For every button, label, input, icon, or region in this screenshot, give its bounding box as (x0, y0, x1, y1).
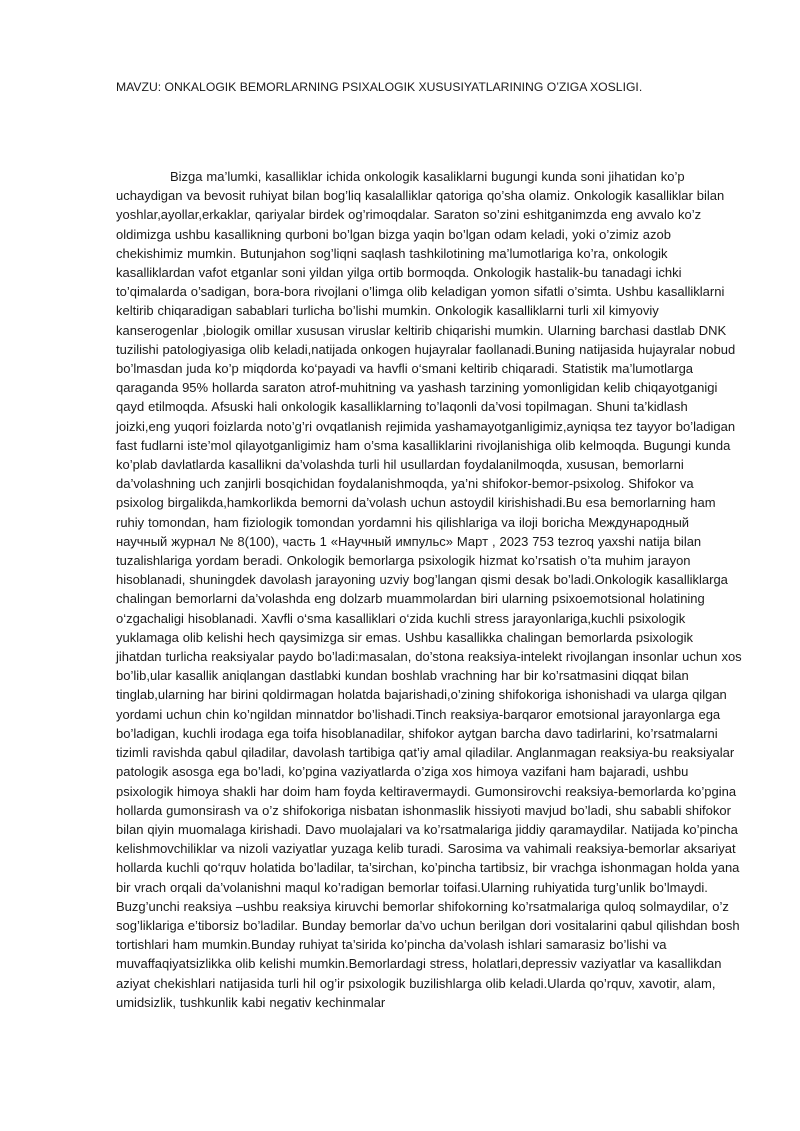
body-paragraph: Bizga ma’lumki, kasalliklar ichida onkologik kasaliklarni bugungi kunda soni jihatidan ko’p uchaydigan va bevosit ruhiyat bilan bog’liq kasalalliklar qatoriga qo’sha olamiz. Onkologik kasalliklar bilan yoshlar,ayollar,erkaklar, qariyalar birdek og’rimoqdalar. Saraton so’zini eshitganimzda eng avvalo ko’z oldimizga ushbu kasallikning qurboni bo’lgan bizga yaqin bo’lgan odam keladi, yoki o’zimiz azob chekishimiz mumkin. Butunjahon sog’liqni saqlash tashkilotining ma’lumotlariga ko’ra, onkologik kasalliklardan vafot etganlar soni yildan yilga ortib bormoqda. Onkologik hastalik-bu tanadagi ichki to’qimalarda o’sadigan, bora-bora rivojlani o’limga olib keladigan yomon sifatli o’simta. Ushbu kasalliklarni keltirib chiqaradigan sabablari turlicha bo’lishi mumkin. Onkologik kasalliklarni turli xil kimyoviy kanserogenlar ,biologik omillar xususan viruslar keltirib chiqarishi mumkin. Ularning barchasi dastlab DNK tuzilishi patologiyasiga olib keladi,natijada onkogen hujayralar faollanadi.Buning natijasida hujayralar nobud bo’lmasdan juda ko’p miqdorda ko‘payadi va havfli o‘smani keltirib chiqaradi. Statistik ma’lumotlarga qaraganda 95% hollarda saraton atrof-muhitning va yashash tarzining yomonligidan kelib chiqayotganigi qayd etilmoqda. Afsuski hali onkologik kasalliklarning to’laqonli da’vosi topilmagan. Shuni ta’kidlash joizki,eng yuqori foizlarda noto’g’ri ovqatlanish rejimida yashamayotganligimiz,ayniqsa tez tayyor bo’ladigan fast fudlarni iste’mol qilayotganligimiz ham o’sma kasalliklarini rivojlanishiga olib kelmoqda. Bugungi kunda ko’plab davlatlarda kasallikni da’volashda turli hil usullardan foydalanilmoqda, xususan, bemorlarni da’volashning uch zanjirli bosqichidan foydalanishmoqda, ya’ni shifokor-bemor-psixolog. Shifokor va psixolog birgalikda,hamkorlikda bemorni da’volash uchun astoydil kirishishadi.Bu esa bemorlarning ham ruhiy tomondan, ham fiziologik tomondan yordamni his qilishlariga va iloji boricha Международный научный журнал № 8(100), часть 1 «Научный импульс» Март , 2023 753 tezroq yaxshi natija bilan tuzalishlariga yordam beradi. Onkologik bemorlarga psixologik hizmat ko’rsatish o’ta muhim jarayon hisoblanadi, shuningdek davolash jarayoning uzviy bog’langan qismi desak bo’ladi.Onkologik kasalliklarga chalingan bemorlarni da’volashda eng dolzarb muammolardan biri ularning psixoemotsional holatining o‘zgachaligi hisoblanadi. Xavfli o‘sma kasalliklari o‘zida kuchli stress jarayonlariga,kuchli psixologik yuklamaga olib kelishi hech qaysimizga sir emas. Ushbu kasallikka chalingan bemorlarda psixologik jihatdan turlicha reaksiyalar paydo bo’ladi:masalan, do’stona reaksiya-intelekt rivojlangan insonlar uchun xos bo’lib,ular kasallik aniqlangan dastlabki kundan boshlab vrachning har bir ko’rsatmasini diqqat bilan tinglab,ularning har birini qoldirmagan holatda bajarishadi,o’zining shifokoriga ishonishadi va ularga qilgan yordami uchun chin ko’ngildan minnatdor bo’lishadi.Tinch reaksiya-barqaror emotsional jarayonlarga ega bo’ladigan, kuchli irodaga ega toifa hisoblanadilar, shifokor aytgan barcha davo tadirlarini, ko’rsatmalarni tizimli ravishda qabul qiladilar, davolash tartibiga qat’iy amal qiladilar. Anglanmagan reaksiya-bu reaksiyalar patologik asosga ega bo’ladi, ko’pgina vaziyatlarda o’ziga xos himoya vazifani ham bajaradi, ushbu psixologik himoya shakli har doim ham foyda keltiravermaydi. Gumonsirovchi reaksiya-bemorlarda ko’pgina hollarda gumonsirash va o’z shifokoriga nisbatan ishonmaslik hissiyoti mavjud bo’ladi, shu sababli shifokor bilan qiyin muomalaga kirishadi. Davo muolajalari va ko’rsatmalariga jiddiy qaramaydilar. Natijada ko’pincha kelishmovchiliklar va nizoli vaziyatlar yuzaga kelib turadi. Sarosima va vahimali reaksiya-bemorlar aksariyat hollarda kuchli qo‘rquv holatida bo’ladilar, ta’sirchan, ko’pincha tartibsiz, bir vrachga ishonmagan holda yana bir vrach orqali da’volanishni maqul ko’radigan bemorlar toifasi.Ularning ruhiyatida turg’unlik bo’lmaydi. Buzg’unchi reaksiya –ushbu reaksiya kiruvchi bemorlar shifokorning ko’rsatmalariga quloq solmaydilar, o’z sog’liklariga e’tiborsiz bo’ladilar. Bunday bemorlar da’vo uchun berilgan dori vositalarini qabul qilishdan bosh tortishlari ham mumkin.Bunday ruhiyat ta’sirida ko’pincha da’volash ishlari samarasiz bo’lishi va muvaffaqiyatsizlikka olib kelishi mumkin.Bemorlardagi stress, holatlari,depressiv vaziyatlar va kasallikdan aziyat chekishlari natijasida turli hil og’ir psixologik buzilishlarga olib keladi.Ularda qo’rquv, xavotir, alam, umidsizlik, tushkunlik kabi negativ kechinmalar (116, 169, 742, 1010)
document-body (116, 167, 742, 1012)
document-title: MAVZU: ONKALOGIK BEMORLARNING PSIXALOGIK XUSUSIYATLARINING O’ZIGA XOSLIGI. (116, 80, 643, 94)
